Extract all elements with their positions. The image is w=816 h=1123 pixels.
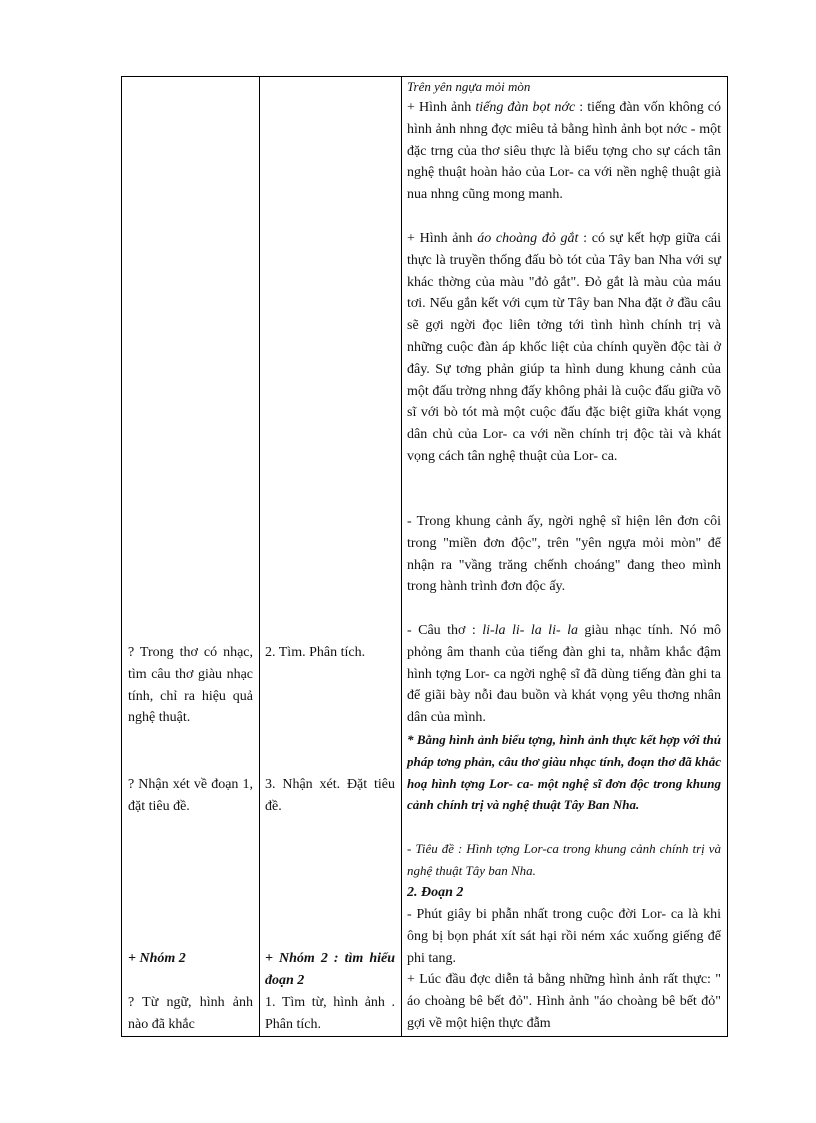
summary-paragraph: * Bằng hình ảnh biểu tợng, hình ảnh thực kết hợp với thủ pháp tơng phản, câu thơ giàu nhạc tính, đoạn thơ đã khắc hoạ hình tợng Lor- ca- một nghệ sĩ đơn độc trong khung cảnh chính trị và nghệ thuật Tây Ban Nha. [407, 732, 721, 813]
paragraph-real-image: + Lúc đầu đợc diễn tả bằng những hình ảnh rất thực: " áo choàng bê bết đỏ". Hình ảnh "áo choàng bê bết đỏ" gợi về một hiện thực đẫm [407, 972, 721, 1031]
question-music: ? Trong thơ có nhạc, tìm câu thơ giàu nhạc tính, chỉ ra hiệu quả nghệ thuật. [128, 645, 253, 726]
content-column [401, 77, 727, 1036]
activity-analyze: 2. Tìm. Phân tích. [265, 645, 366, 660]
activity-find-words: 1. Tìm từ, hình ảnh . Phân tích. [265, 995, 395, 1032]
activity-comment: 3. Nhận xét. Đặt tiêu đề. [265, 777, 395, 814]
activities-column [259, 77, 401, 1036]
paragraph-music: - Câu thơ : li-la li- la li- la giàu nhạc tính. Nó mô phỏng âm thanh của tiếng đàn ghi ta, nhằm khắc đậm hình tợng Lor- ca ngời nghệ sĩ đã dùng tiếng đàn ghi ta để giãi bày nỗi đau buồn và khát vọng yêu thơng nhân dân của mình. [407, 623, 722, 726]
paragraph-ao-choang: + Hình ảnh áo choàng đỏ gắt : có sự kết hợp giữa cái thực là truyền thống đấu bò tót của Tây ban Nha với sự khác thờng của màu "đỏ gắt". Đỏ gắt là màu của máu tơi. Nếu gắn kết với cụm từ Tây ban Nha đặt ở đầu câu sẽ gợi ngời đọc liên tởng tới tình hình chính trị và những cuộc đàn áp khốc liệt của chính quyền độc tài ở đây. Sự tơng phản giúp ta hình dung khung cảnh của một đấu trờng nhng đấy không phải là cuộc đấu giữa võ sĩ với bò tót mà một cuộc đấu đặc biệt giữa khát vọng dân chủ của Lor- ca với nền chính trị độc tài và khát vọng cách tân nghệ thuật của Lor- ca. [407, 231, 722, 464]
group-2-task: + Nhóm 2 : tìm hiểu đoạn 2 [265, 951, 395, 988]
question-words: ? Từ ngữ, hình ảnh nào đã khắc [128, 995, 253, 1032]
questions-column [122, 77, 259, 1036]
title-paragraph: - Tiêu đề : Hình tợng Lor-ca trong khung cảnh chính trị và nghệ thuật Tây ban Nha. [407, 841, 721, 878]
paragraph-lonely-artist: - Trong khung cảnh ấy, ngời nghệ sĩ hiện lên đơn côi trong "miền đơn độc", trên "yên ngựa mỏi mòn" để nhận ra "vầng trăng chếnh choáng" đang theo mình trong hành trình đơn độc ấy. [407, 514, 721, 595]
question-title: ? Nhận xét về đoạn 1, đặt tiêu đề. [128, 777, 253, 814]
paragraph-bot-noc: + Hình ảnh tiếng đàn bọt nớc : tiếng đàn vốn không có hình ảnh nhng đợc miêu tả bằng hình ảnh bọt nớc - một đặc trng của thơ siêu thực là biểu tợng cho sự cách tân nghệ thuật hoàn hảo của Lor- ca với nền nghệ thuật già nua nhng cũng mong manh. [407, 100, 721, 203]
paragraph-tragedy: - Phút giây bi phẫn nhất trong cuộc đời Lor- ca là khi ông bị bọn phát xít sát hại rồi ném xác xuống giếng để phi tang. [407, 907, 721, 966]
section-heading-2: 2. Đoạn 2 [407, 885, 464, 900]
poem-line: Trên yên ngựa mỏi mòn [407, 79, 531, 94]
lesson-table [121, 76, 728, 1037]
group-2-label: + Nhóm 2 [128, 951, 186, 966]
